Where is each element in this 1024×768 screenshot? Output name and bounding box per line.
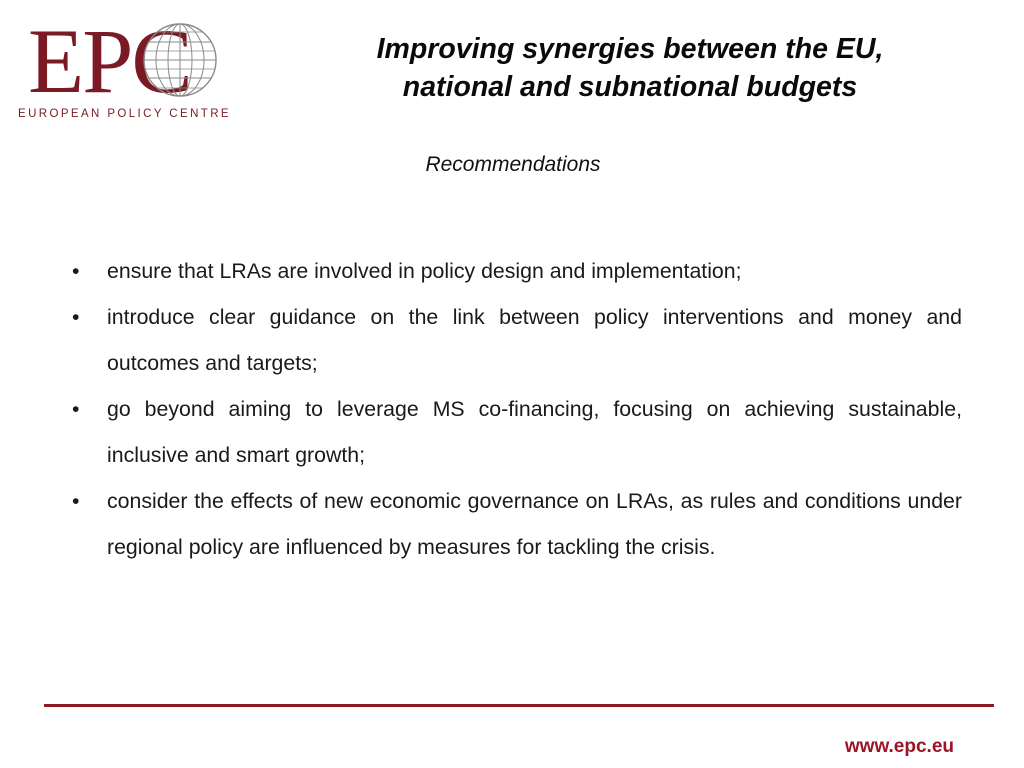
bullet-marker: • bbox=[72, 489, 80, 513]
logo-letters: EPC bbox=[28, 10, 191, 112]
logo-subtitle: EUROPEAN POLICY CENTRE bbox=[18, 108, 231, 120]
list-item bbox=[72, 478, 962, 570]
title-line-1: Improving synergies between the EU, bbox=[376, 33, 884, 65]
list-item-text: introduce clear guidance on the link between policy interventions and money and outcomes and targets; bbox=[107, 305, 962, 375]
list-item-text: go beyond aiming to leverage MS co-financing, focusing on achieving sustainable, inclusive and smart growth; bbox=[107, 397, 962, 467]
epc-logo bbox=[10, 10, 242, 136]
list-item bbox=[72, 294, 962, 386]
list-item bbox=[72, 248, 962, 294]
recommendations-list bbox=[72, 248, 962, 570]
website-link[interactable]: www.epc.eu bbox=[844, 736, 954, 757]
list-item bbox=[72, 386, 962, 478]
page-title bbox=[300, 30, 960, 106]
title-line-2: national and subnational budgets bbox=[402, 71, 858, 103]
bullet-marker: • bbox=[72, 397, 80, 421]
list-item-text: ensure that LRAs are involved in policy design and implementation; bbox=[107, 259, 742, 283]
globe-icon bbox=[140, 20, 220, 100]
footer-divider bbox=[44, 704, 994, 707]
list-item-text: consider the effects of new economic governance on LRAs, as rules and conditions under regional policy are influenced by measures for tackling the crisis. bbox=[107, 489, 962, 559]
bullet-marker: • bbox=[72, 259, 80, 283]
section-subtitle: Recommendations bbox=[425, 153, 601, 176]
bullet-marker: • bbox=[72, 305, 80, 329]
